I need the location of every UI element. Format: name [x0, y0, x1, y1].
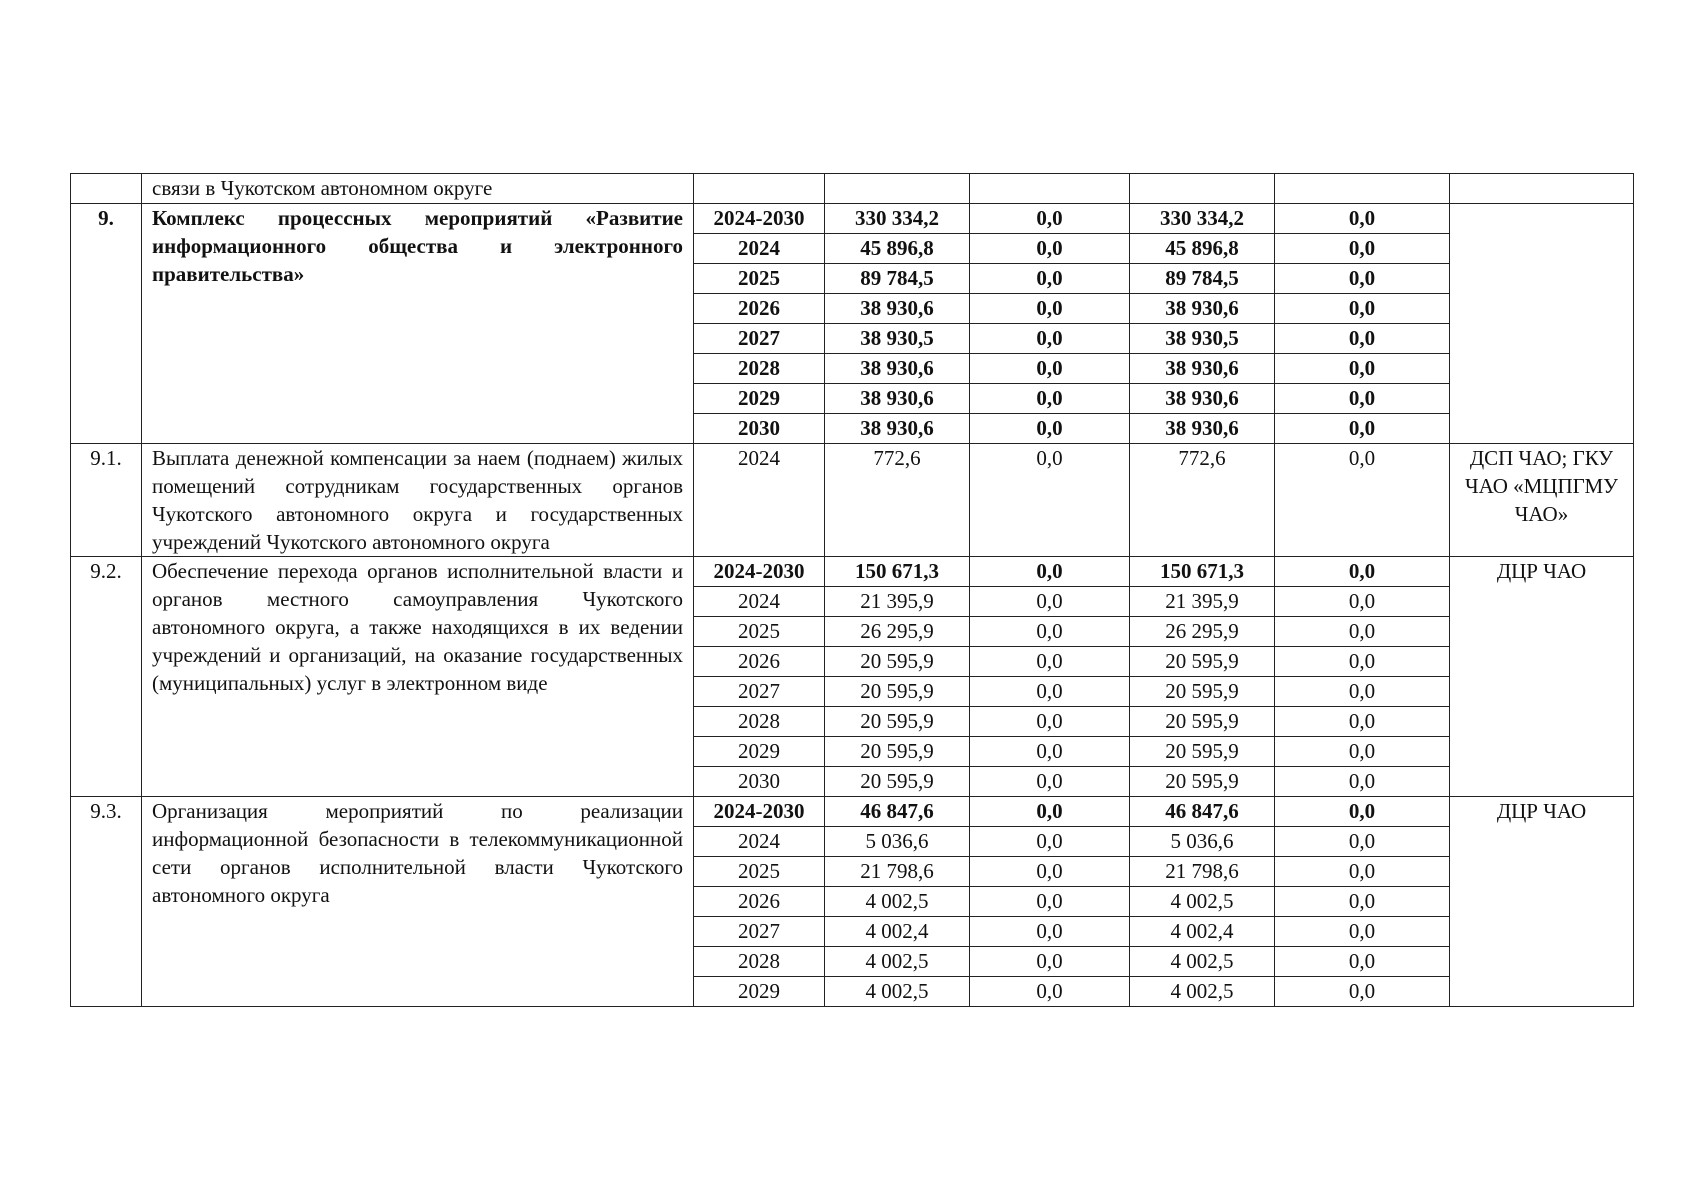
other-cell: 0,0 [1275, 384, 1450, 414]
period-cell: 2026 [694, 294, 825, 324]
regional-cell: 20 595,9 [1130, 647, 1275, 677]
period-cell: 2028 [694, 354, 825, 384]
federal-cell: 0,0 [970, 294, 1130, 324]
regional-cell: 45 896,8 [1130, 234, 1275, 264]
total-cell: 4 002,4 [825, 917, 970, 947]
federal-cell: 0,0 [970, 617, 1130, 647]
row-number: 9.2. [71, 557, 142, 797]
responsible-executor: ДСП ЧАО; ГКУ ЧАО «МЦПГМУ ЧАО» [1450, 444, 1634, 557]
period-cell: 2024 [694, 234, 825, 264]
other-cell: 0,0 [1275, 234, 1450, 264]
federal-cell: 0,0 [970, 647, 1130, 677]
regional-cell: 150 671,3 [1130, 557, 1275, 587]
federal-cell: 0,0 [970, 947, 1130, 977]
measure-name: Обеспечение перехода органов исполнительной власти и органов местного самоуправления Чукотского автономного округа, а также находящихся в их ведении учреждений и организаций, на оказание государственных (муниципальных) услуг в электронном виде [142, 557, 694, 797]
total-cell: 21 395,9 [825, 587, 970, 617]
other-cell: 0,0 [1275, 827, 1450, 857]
period-cell: 2027 [694, 917, 825, 947]
other-cell: 0,0 [1275, 767, 1450, 797]
row-number [71, 174, 142, 204]
total-cell: 4 002,5 [825, 977, 970, 1007]
other-cell: 0,0 [1275, 977, 1450, 1007]
other-cell: 0,0 [1275, 354, 1450, 384]
regional-cell: 4 002,5 [1130, 977, 1275, 1007]
federal-cell: 0,0 [970, 887, 1130, 917]
total-cell: 5 036,6 [825, 827, 970, 857]
federal-cell: 0,0 [970, 737, 1130, 767]
total-cell: 20 595,9 [825, 767, 970, 797]
federal-cell: 0,0 [970, 587, 1130, 617]
regional-cell: 89 784,5 [1130, 264, 1275, 294]
regional-cell: 4 002,5 [1130, 887, 1275, 917]
federal-cell: 0,0 [970, 557, 1130, 587]
regional-cell: 330 334,2 [1130, 204, 1275, 234]
total-cell: 46 847,6 [825, 797, 970, 827]
other-cell: 0,0 [1275, 947, 1450, 977]
period-cell [694, 174, 825, 204]
responsible-executor: ДЦР ЧАО [1450, 557, 1634, 797]
regional-cell: 46 847,6 [1130, 797, 1275, 827]
table-row-group [71, 444, 1634, 557]
total-cell: 20 595,9 [825, 677, 970, 707]
regional-cell: 38 930,6 [1130, 354, 1275, 384]
period-cell: 2028 [694, 947, 825, 977]
period-cell: 2028 [694, 707, 825, 737]
other-cell [1275, 174, 1450, 204]
federal-cell: 0,0 [970, 797, 1130, 827]
total-cell: 89 784,5 [825, 264, 970, 294]
federal-cell: 0,0 [970, 354, 1130, 384]
regional-cell: 38 930,6 [1130, 384, 1275, 414]
total-cell: 4 002,5 [825, 887, 970, 917]
regional-cell: 4 002,4 [1130, 917, 1275, 947]
measure-name: Выплата денежной компенсации за наем (поднаем) жилых помещений сотрудникам государственных органов Чукотского автономного округа и государственных учреждений Чукотского автономного округа [142, 444, 694, 557]
total-cell: 330 334,2 [825, 204, 970, 234]
period-cell: 2024 [694, 827, 825, 857]
period-cell: 2030 [694, 414, 825, 444]
other-cell: 0,0 [1275, 204, 1450, 234]
period-cell: 2027 [694, 324, 825, 354]
other-cell: 0,0 [1275, 294, 1450, 324]
regional-cell: 21 798,6 [1130, 857, 1275, 887]
regional-cell: 20 595,9 [1130, 737, 1275, 767]
period-cell: 2026 [694, 887, 825, 917]
regional-cell: 5 036,6 [1130, 827, 1275, 857]
table-row-group [71, 557, 1634, 587]
other-cell: 0,0 [1275, 557, 1450, 587]
federal-cell: 0,0 [970, 857, 1130, 887]
row-number: 9. [71, 204, 142, 444]
period-cell: 2025 [694, 857, 825, 887]
other-cell: 0,0 [1275, 707, 1450, 737]
total-cell [825, 174, 970, 204]
period-cell: 2030 [694, 767, 825, 797]
federal-cell: 0,0 [970, 707, 1130, 737]
responsible-executor [1450, 204, 1634, 444]
other-cell: 0,0 [1275, 677, 1450, 707]
federal-cell: 0,0 [970, 917, 1130, 947]
federal-cell [970, 174, 1130, 204]
total-cell: 45 896,8 [825, 234, 970, 264]
period-cell: 2024-2030 [694, 797, 825, 827]
period-cell: 2024 [694, 444, 825, 557]
other-cell: 0,0 [1275, 444, 1450, 557]
total-cell: 772,6 [825, 444, 970, 557]
federal-cell: 0,0 [970, 324, 1130, 354]
other-cell: 0,0 [1275, 797, 1450, 827]
federal-cell: 0,0 [970, 204, 1130, 234]
other-cell: 0,0 [1275, 324, 1450, 354]
total-cell: 4 002,5 [825, 947, 970, 977]
table-row-group [71, 797, 1634, 827]
total-cell: 20 595,9 [825, 737, 970, 767]
total-cell: 38 930,6 [825, 414, 970, 444]
period-cell: 2024-2030 [694, 557, 825, 587]
total-cell: 26 295,9 [825, 617, 970, 647]
federal-cell: 0,0 [970, 827, 1130, 857]
other-cell: 0,0 [1275, 887, 1450, 917]
row-number: 9.3. [71, 797, 142, 1007]
federal-cell: 0,0 [970, 767, 1130, 797]
federal-cell: 0,0 [970, 977, 1130, 1007]
table-row-group [71, 204, 1634, 234]
regional-cell: 21 395,9 [1130, 587, 1275, 617]
regional-cell: 20 595,9 [1130, 677, 1275, 707]
other-cell: 0,0 [1275, 264, 1450, 294]
period-cell: 2027 [694, 677, 825, 707]
period-cell: 2026 [694, 647, 825, 677]
regional-cell: 38 930,6 [1130, 414, 1275, 444]
regional-cell: 26 295,9 [1130, 617, 1275, 647]
period-cell: 2024-2030 [694, 204, 825, 234]
total-cell: 38 930,6 [825, 294, 970, 324]
other-cell: 0,0 [1275, 414, 1450, 444]
regional-cell: 4 002,5 [1130, 947, 1275, 977]
total-cell: 38 930,6 [825, 354, 970, 384]
federal-cell: 0,0 [970, 234, 1130, 264]
period-cell: 2029 [694, 977, 825, 1007]
row-number: 9.1. [71, 444, 142, 557]
period-cell: 2025 [694, 617, 825, 647]
measure-name: связи в Чукотском автономном округе [142, 174, 694, 204]
total-cell: 38 930,6 [825, 384, 970, 414]
federal-cell: 0,0 [970, 444, 1130, 557]
regional-cell: 38 930,6 [1130, 294, 1275, 324]
measure-name: Организация мероприятий по реализации информационной безопасности в телекоммуникационной сети органов исполнительной власти Чукотского автономного округа [142, 797, 694, 1007]
total-cell: 20 595,9 [825, 707, 970, 737]
total-cell: 20 595,9 [825, 647, 970, 677]
federal-cell: 0,0 [970, 264, 1130, 294]
period-cell: 2029 [694, 384, 825, 414]
period-cell: 2029 [694, 737, 825, 767]
period-cell: 2025 [694, 264, 825, 294]
measure-name: Комплекс процессных мероприятий «Развитие информационного общества и электронного правительства» [142, 204, 694, 444]
regional-cell: 38 930,5 [1130, 324, 1275, 354]
other-cell: 0,0 [1275, 857, 1450, 887]
table-row-group [71, 174, 1634, 204]
federal-cell: 0,0 [970, 384, 1130, 414]
total-cell: 150 671,3 [825, 557, 970, 587]
responsible-executor [1450, 174, 1634, 204]
regional-cell: 20 595,9 [1130, 707, 1275, 737]
regional-cell: 772,6 [1130, 444, 1275, 557]
funding-table [70, 173, 1634, 1007]
other-cell: 0,0 [1275, 587, 1450, 617]
federal-cell: 0,0 [970, 414, 1130, 444]
other-cell: 0,0 [1275, 647, 1450, 677]
other-cell: 0,0 [1275, 617, 1450, 647]
federal-cell: 0,0 [970, 677, 1130, 707]
period-cell: 2024 [694, 587, 825, 617]
regional-cell [1130, 174, 1275, 204]
total-cell: 21 798,6 [825, 857, 970, 887]
other-cell: 0,0 [1275, 737, 1450, 767]
responsible-executor: ДЦР ЧАО [1450, 797, 1634, 1007]
other-cell: 0,0 [1275, 917, 1450, 947]
regional-cell: 20 595,9 [1130, 767, 1275, 797]
total-cell: 38 930,5 [825, 324, 970, 354]
funding-table-body [71, 174, 1634, 1007]
